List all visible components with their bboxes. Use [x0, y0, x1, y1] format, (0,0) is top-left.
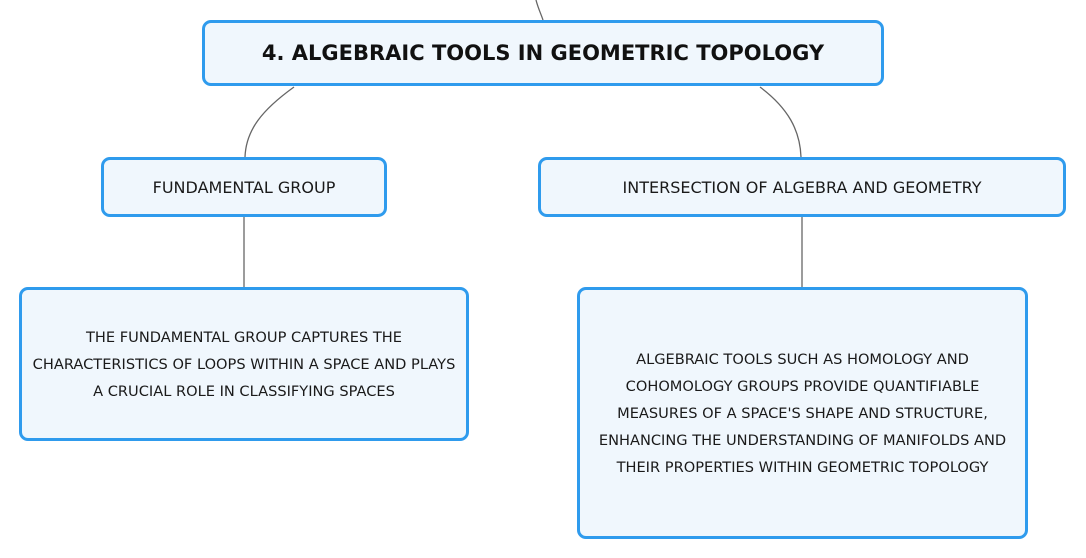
root-node[interactable]	[202, 20, 884, 86]
root-node-label: 4. ALGEBRAIC TOOLS IN GEOMETRIC TOPOLOGY	[261, 41, 825, 65]
topic-node-label: FUNDAMENTAL GROUP	[152, 177, 336, 197]
connector-root-to-intersection	[760, 87, 801, 157]
detail-node-text: THE FUNDAMENTAL GROUP CAPTURES THE CHARACTERISTICS OF LOOPS WITHIN A SPACE AND PLAYS A CRUCIAL ROLE IN CLASSIFYING SPACES	[32, 328, 456, 400]
topic-node-fundamental-group[interactable]	[101, 157, 387, 217]
connector-root-to-fundamental-group	[245, 87, 294, 157]
topic-node-intersection-of-algebra-and-geometry[interactable]	[538, 157, 1066, 217]
detail-node-intersection-of-algebra-and-geometry[interactable]	[577, 287, 1028, 539]
detail-node-text: ALGEBRAIC TOOLS SUCH AS HOMOLOGY AND COHOMOLOGY GROUPS PROVIDE QUANTIFIABLE MEASURES OF A SPACE'S SHAPE AND STRUCTURE, ENHANCING THE UNDERSTANDING OF MANIFOLDS AND THEIR PROPERTIES WITHIN GEOMETRIC TOPOLOGY	[598, 350, 1007, 476]
detail-node-fundamental-group[interactable]	[19, 287, 469, 441]
connector-parent-to-root	[536, 0, 543, 20]
topic-node-label: INTERSECTION OF ALGEBRA AND GEOMETRY	[622, 177, 982, 197]
